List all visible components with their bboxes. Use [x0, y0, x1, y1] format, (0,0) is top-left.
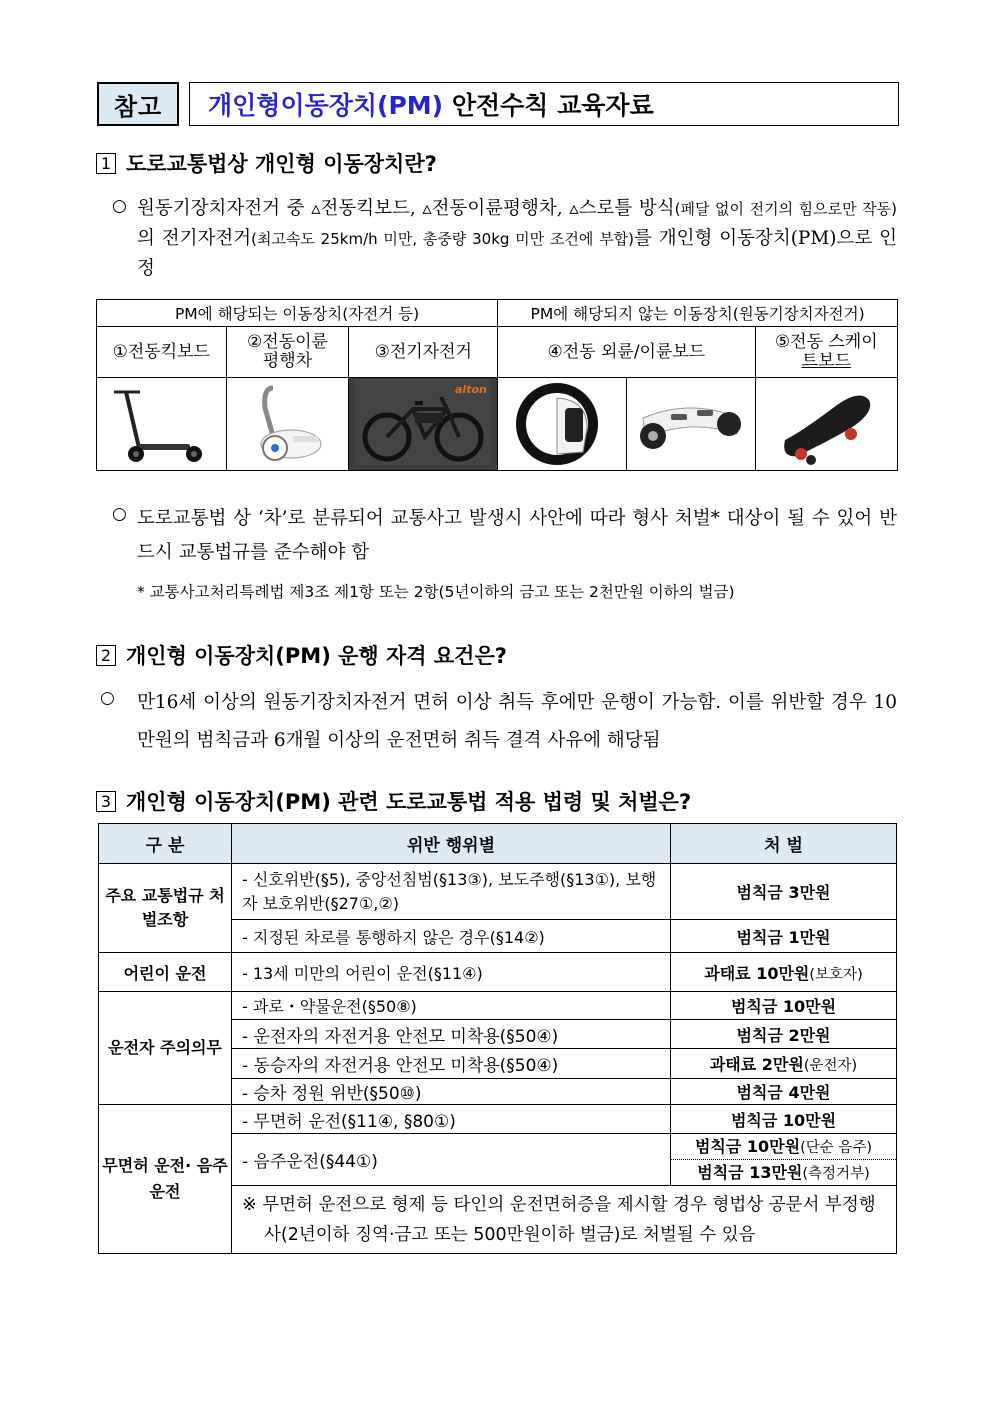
penalty-child: 과태료 10만원(보호자): [671, 953, 897, 992]
header-non-pm-devices: PM에 해당되지 않는 이동장치(원동기장치자전거): [498, 300, 898, 327]
penalty-passenger-limit: 범칙금 4만원: [671, 1079, 897, 1105]
penalty-fatigue-drug: 범칙금 10만원: [671, 992, 897, 1020]
reference-tag: 참고: [97, 82, 179, 126]
definition-end: 를 개인형 이동장치(PM)으로 인정: [137, 228, 898, 279]
category-unlicensed-drunk: 무면허 운전· 음주 운전: [99, 1105, 232, 1254]
col-header-penalty: 처 벌: [671, 824, 897, 864]
definition-limits-note: (최고속도 25km/h 미만, 총중량 30kg 미만 조건에 부합): [251, 230, 634, 248]
penalty-passenger-helmet: 과태료 2만원(운전자): [671, 1049, 897, 1079]
device-name-wheel-board: ④전동 외륜/이륜보드: [498, 327, 755, 378]
violation-drunk: - 음주운전(§44①): [232, 1134, 671, 1186]
penalty-table: [98, 823, 897, 1254]
definition-main: 원동기장치자전거 중 ▵전동킥보드, ▵전동이륜평행차, ▵스로틀 방식: [137, 198, 675, 219]
section-3-number: 3: [96, 791, 116, 812]
device-name-ebike: ③전기자전거: [349, 327, 498, 378]
violation-passenger-limit: - 승차 정원 위반(§50⑩): [232, 1079, 671, 1105]
page-title-highlight: 개인형이동장치(PM): [208, 91, 444, 120]
penalty-driver-helmet: 범칙금 2만원: [671, 1020, 897, 1049]
penalty-drunk: [671, 1134, 897, 1186]
section-1-title: 도로교통법상 개인형 이동장치란?: [126, 152, 437, 176]
unicycle-image: [498, 378, 627, 471]
violation-passenger-helmet: - 동승자의 자전거용 안전모 미착용(§50④): [232, 1049, 671, 1079]
section-1-footnote: * 교통사고처리특례법 제3조 제1항 또는 2항(5년이하의 금고 또는 2천만원 이하의 벌금): [137, 583, 735, 601]
violation-fatigue-drug: - 과로・약물운전(§50⑧): [232, 992, 671, 1020]
col-header-category: 구 분: [99, 824, 232, 864]
definition-throttle-note: (페달 없이 전기의 힘으로만 작동): [674, 200, 897, 218]
hoverboard-image: [626, 378, 755, 471]
category-driver-duty: 운전자 주의의무: [99, 992, 232, 1105]
section-2-title: 개인형 이동장치(PM) 운행 자격 요건은?: [126, 644, 507, 668]
page-title-rest: 안전수칙 교육자료: [443, 91, 654, 120]
kickboard-image: [97, 378, 227, 471]
device-name-kickboard: ①전동킥보드: [97, 327, 227, 378]
section-1-classification: 도로교통법 상 ‘차’로 분류되어 교통사고 발생시 사안에 따라 형사 처벌* 대상이 될 수 있어 반드시 교통법규를 준수해야 함: [137, 508, 897, 563]
violation-lane: - 지정된 차로를 통행하지 않은 경우(§14②): [232, 920, 671, 953]
section-2-heading: [96, 640, 507, 670]
violation-child: - 13세 미만의 어린이 운전(§11④): [232, 953, 671, 992]
bullet: ○: [100, 688, 115, 708]
section-1-number: 1: [96, 153, 116, 174]
category-child-driving: 어린이 운전: [99, 953, 232, 992]
violation-driver-helmet: - 운전자의 자전거용 안전모 미착용(§50④): [232, 1020, 671, 1049]
section-1-heading: [96, 148, 437, 178]
device-name-segway: ②전동이륜 평행차: [226, 327, 349, 378]
section-3-title: 개인형 이동장치(PM) 관련 도로교통법 적용 법령 및 처벌은?: [126, 790, 692, 814]
bullet: ○: [112, 504, 127, 524]
page-title: [189, 82, 899, 126]
penalty-drunk-refusal: 범칙금 13만원(측정거부): [697, 1163, 870, 1182]
section-2-requirements: 만16세 이상의 원동기장치자전거 면허 이상 취득 후에만 운행이 가능함. 이를 위반할 경우 10만원의 범칙금과 6개월 이상의 운전면허 취득 결격 사유에 해당됨: [137, 692, 897, 751]
violation-unlicensed: - 무면허 운전(§11④, §80①): [232, 1105, 671, 1134]
penalty-lane: 범칙금 1만원: [671, 920, 897, 953]
bike-brand-logo: alton: [455, 383, 488, 396]
col-header-violation: 위반 행위별: [232, 824, 671, 864]
header-pm-devices: PM에 해당되는 이동장치(자전거 등): [97, 300, 498, 327]
category-major-rules: 주요 교통법규 처벌조항: [99, 864, 232, 953]
device-table: [96, 299, 898, 471]
penalty-drunk-simple: 범칙금 10만원(단순 음주): [671, 1134, 896, 1160]
penalty-signal: 범칙금 3만원: [671, 864, 897, 920]
section-3-heading: [96, 786, 691, 816]
section-1-definition: [137, 194, 897, 284]
ebike-image: [349, 378, 498, 471]
penalty-unlicensed: 범칙금 10만원: [671, 1105, 897, 1134]
unlicensed-document-note: ※ 무면허 운전으로 형제 등 타인의 운전면허증을 제시할 경우 형법상 공문서 부정행사(2년이하 징역·금고 또는 500만원이하 벌금)로 처벌될 수 있음: [232, 1186, 897, 1254]
skateboard-image: [755, 378, 897, 471]
device-name-skateboard: ⑤전동 스케이 트보드: [755, 327, 897, 378]
bullet: ○: [112, 196, 127, 216]
violation-signal: - 신호위반(§5), 중앙선침범(§13③), 보도주행(§13①), 보행자 보호위반(§27①,②): [232, 864, 671, 920]
definition-ebike: 의 전기자전거: [137, 228, 252, 249]
section-2-number: 2: [96, 645, 116, 666]
segway-image: [226, 378, 349, 471]
